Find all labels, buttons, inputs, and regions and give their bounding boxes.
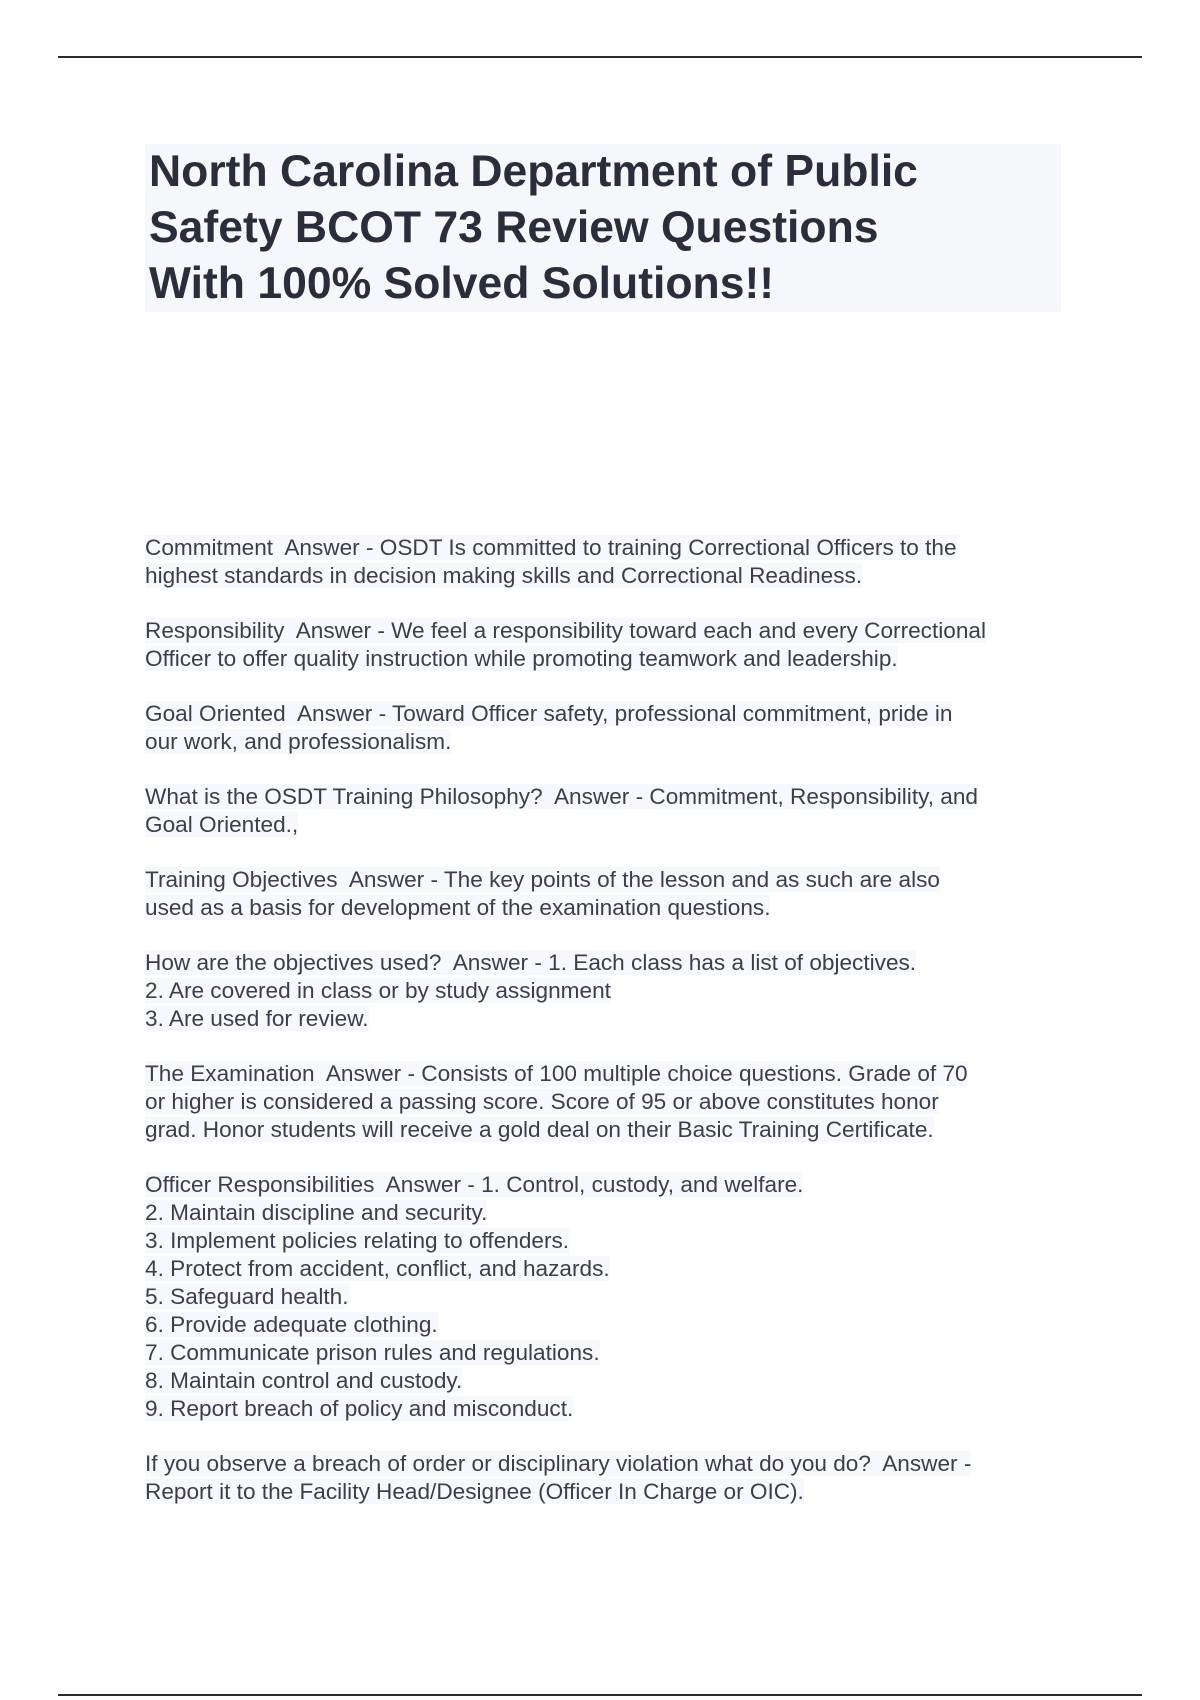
- qa-line: [145, 1311, 1055, 1339]
- document-title: [149, 144, 1057, 312]
- qa-line-text: 2. Are covered in class or by study assignment: [145, 978, 611, 1003]
- qa-line-text: Commitment Answer - OSDT Is committed to training Correctional Officers to the: [145, 535, 957, 560]
- qa-line: [145, 1339, 1055, 1367]
- qa-line: [145, 562, 1055, 590]
- qa-line: [145, 1088, 1055, 1116]
- qa-line: [145, 1395, 1055, 1423]
- qa-line: [145, 811, 1055, 839]
- qa-item-officer-responsibilities: [145, 1171, 1055, 1423]
- qa-line-text: 8. Maintain control and custody.: [145, 1368, 463, 1393]
- title-line: North Carolina Department of Public: [149, 147, 918, 196]
- qa-line: [145, 1199, 1055, 1227]
- qa-line: [145, 977, 1055, 1005]
- qa-item-responsibility: [145, 617, 1055, 673]
- qa-line: [145, 617, 1055, 645]
- qa-line-text: Officer to offer quality instruction while promoting teamwork and leadership.: [145, 646, 898, 671]
- qa-line-text: Responsibility Answer - We feel a responsibility toward each and every Correctional: [145, 618, 986, 643]
- qa-item-training-objectives: [145, 866, 1055, 922]
- qa-line: [145, 645, 1055, 673]
- qa-line: [145, 783, 1055, 811]
- qa-line: [145, 1227, 1055, 1255]
- qa-item-objectives-used: [145, 949, 1055, 1033]
- qa-line-text: 3. Implement policies relating to offenders.: [145, 1228, 570, 1253]
- qa-line: [145, 700, 1055, 728]
- qa-item-commitment: [145, 534, 1055, 590]
- qa-line: [145, 1255, 1055, 1283]
- title-line: With 100% Solved Solutions!!: [149, 259, 775, 308]
- qa-line: [145, 894, 1055, 922]
- qa-line-text: Goal Oriented.,: [145, 812, 299, 837]
- qa-line-text: or higher is considered a passing score. Score of 95 or above constitutes honor: [145, 1089, 939, 1114]
- qa-line-text: our work, and professionalism.: [145, 729, 452, 754]
- qa-line-text: How are the objectives used? Answer - 1. Each class has a list of objectives.: [145, 950, 917, 975]
- top-rule: [58, 56, 1142, 58]
- qa-line-text: If you observe a breach of order or disciplinary violation what do you do? Answer -: [145, 1451, 972, 1476]
- qa-line-text: 4. Protect from accident, conflict, and hazards.: [145, 1256, 610, 1281]
- qa-line: [145, 1450, 1055, 1478]
- qa-line: [145, 1116, 1055, 1144]
- qa-line: [145, 1283, 1055, 1311]
- qa-item-examination: [145, 1060, 1055, 1144]
- qa-line: [145, 1171, 1055, 1199]
- qa-line-text: used as a basis for development of the examination questions.: [145, 895, 771, 920]
- qa-line-text: The Examination Answer - Consists of 100 multiple choice questions. Grade of 70: [145, 1061, 968, 1086]
- qa-line: [145, 1367, 1055, 1395]
- qa-line-text: grad. Honor students will receive a gold deal on their Basic Training Certificate.: [145, 1117, 934, 1142]
- qa-line: [145, 949, 1055, 977]
- qa-line-text: 7. Communicate prison rules and regulations.: [145, 1340, 600, 1365]
- qa-line-text: 3. Are used for review.: [145, 1006, 369, 1031]
- qa-line-text: Report it to the Facility Head/Designee (Officer In Charge or OIC).: [145, 1479, 804, 1504]
- qa-line: [145, 728, 1055, 756]
- qa-line-text: 2. Maintain discipline and security.: [145, 1200, 488, 1225]
- qa-line: [145, 1005, 1055, 1033]
- title-block: [145, 144, 1061, 312]
- qa-line: [145, 1478, 1055, 1506]
- qa-line-text: Training Objectives Answer - The key points of the lesson and as such are also: [145, 867, 940, 892]
- qa-item-goal-oriented: [145, 700, 1055, 756]
- bottom-rule: [58, 1694, 1142, 1696]
- qa-line: [145, 534, 1055, 562]
- qa-line-text: 9. Report breach of policy and misconduct.: [145, 1396, 574, 1421]
- qa-line-text: 5. Safeguard health.: [145, 1284, 349, 1309]
- title-line: Safety BCOT 73 Review Questions: [149, 203, 879, 252]
- qa-line-text: Officer Responsibilities Answer - 1. Control, custody, and welfare.: [145, 1172, 804, 1197]
- qa-list: [145, 534, 1055, 1533]
- qa-line-text: What is the OSDT Training Philosophy? Answer - Commitment, Responsibility, and: [145, 784, 978, 809]
- qa-line-text: 6. Provide adequate clothing.: [145, 1312, 438, 1337]
- qa-line: [145, 866, 1055, 894]
- qa-line-text: highest standards in decision making skills and Correctional Readiness.: [145, 563, 863, 588]
- qa-line-text: Goal Oriented Answer - Toward Officer safety, professional commitment, pride in: [145, 701, 953, 726]
- qa-item-training-philosophy: [145, 783, 1055, 839]
- qa-item-breach-of-order: [145, 1450, 1055, 1506]
- qa-line: [145, 1060, 1055, 1088]
